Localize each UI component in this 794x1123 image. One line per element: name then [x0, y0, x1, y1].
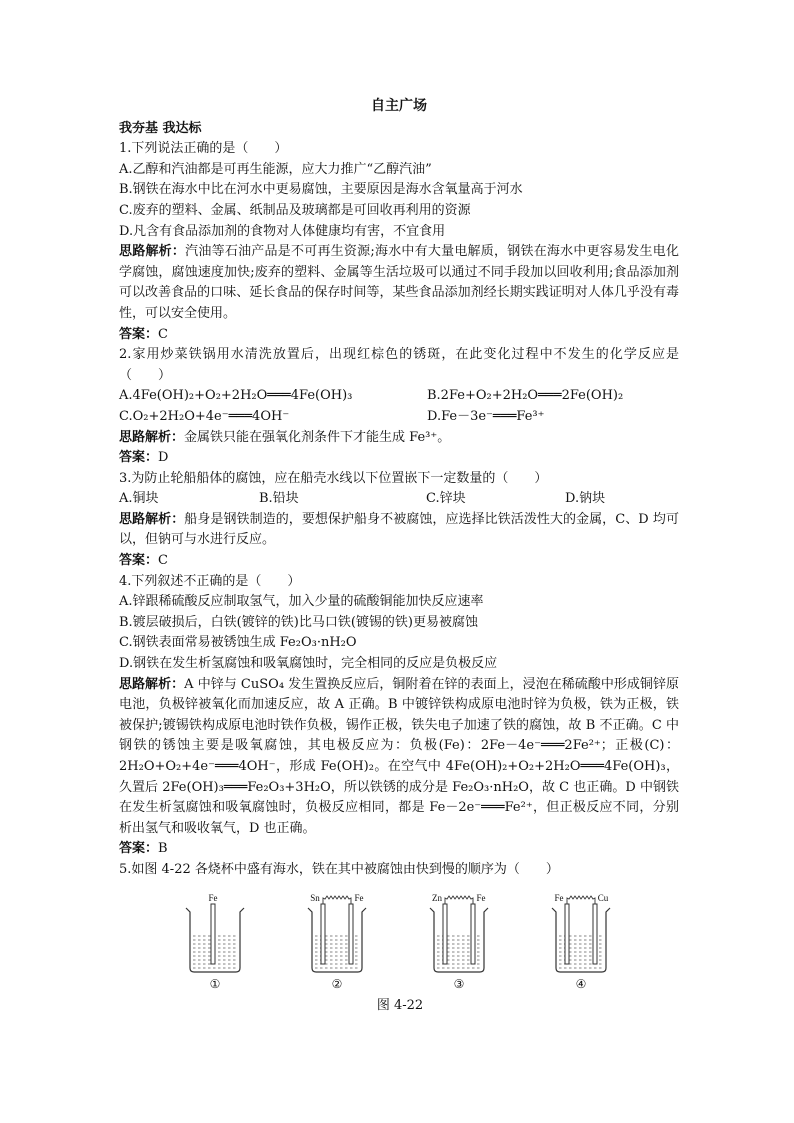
q1-answer-value: C — [158, 326, 168, 342]
q3-stem: 3.为防止轮船船体的腐蚀，应在船壳水线以下位置嵌下一定数量的（ ） — [119, 470, 548, 486]
q1-option-d: D.凡含有食品添加剂的食物对人体健康均有害，不宜食用 — [119, 223, 446, 239]
beaker-2 — [308, 893, 366, 991]
q4-answer — [119, 839, 679, 860]
connecting-wire — [567, 896, 595, 904]
electrode-fe — [211, 904, 215, 964]
q2-option-c: C.O₂+2H₂O+4e⁻═══4OH⁻ — [119, 408, 290, 424]
beaker-1 — [186, 893, 244, 991]
electrode-right-label: Fe — [476, 893, 486, 903]
question-2 — [119, 345, 679, 469]
q3-analysis-label: 思路解析： — [119, 511, 185, 527]
q2-option-a: A.4Fe(OH)₂+O₂+2H₂O═══4Fe(OH)₃ — [119, 388, 353, 404]
q2-options-row-1 — [119, 386, 679, 407]
connecting-wire — [323, 896, 351, 904]
q5-stem: 5.如图 4-22 各烧杯中盛有海水，铁在其中被腐蚀由快到慢的顺序为（ ） — [119, 861, 559, 877]
electrode-right — [471, 904, 475, 964]
q1-answer — [119, 325, 679, 346]
question-5 — [119, 860, 679, 881]
q2-analysis-text: 金属铁只能在强氧化剂条件下才能生成 Fe³⁺。 — [184, 429, 451, 445]
q2-analysis-label: 思路解析： — [119, 429, 185, 445]
electrode-left — [565, 904, 569, 964]
q4-answer-label: 答案： — [119, 841, 159, 857]
q1-option-b: B.钢铁在海水中比在河水中更易腐蚀，主要原因是海水含氧量高于河水 — [119, 182, 523, 198]
q1-analysis-label: 思路解析： — [119, 244, 186, 260]
q3-analysis-text: 船身是钢铁制造的，要想保护船身不被腐蚀，应选择比铁活泼性大的金属，C、D 均可以，但钠可与水进行反应。 — [119, 511, 679, 548]
q3-option-a: A.铜块 — [119, 491, 159, 507]
figure-caption: 图 4-22 — [376, 998, 424, 1013]
q4-option-c: C.钢铁表面常易被锈蚀生成 Fe₂O₃·nH₂O — [119, 635, 357, 651]
beaker-4 — [552, 893, 610, 991]
q4-option-a: A.锌跟稀硫酸反应制取氢气，加入少量的硫酸铜能加快反应速率 — [119, 594, 484, 610]
electrode-right-label: Cu — [597, 893, 609, 903]
q1-analysis — [119, 242, 679, 324]
question-3 — [119, 469, 679, 572]
figure-4-22 — [180, 892, 620, 1012]
beaker-3 — [430, 893, 488, 991]
electrode-left-label: Fe — [554, 893, 564, 903]
q3-answer-label: 答案： — [119, 553, 159, 569]
q1-answer-label: 答案： — [119, 326, 159, 342]
q3-answer-value: C — [158, 553, 168, 569]
q3-options-row — [119, 489, 679, 510]
connecting-wire — [445, 896, 473, 904]
q1-option-c: C.废弃的塑料、金属、纸制品及玻璃都是可回收再利用的资源 — [119, 202, 471, 218]
section-heading: 我夯基 我达标 — [119, 120, 202, 136]
electrode-left-label: Sn — [310, 893, 320, 903]
electrode-left-label: Zn — [432, 893, 442, 903]
q4-option-d: D.钢铁在发生析氢腐蚀和吸氧腐蚀时，完全相同的反应是负极反应 — [119, 656, 498, 672]
beaker-number: ④ — [575, 977, 587, 991]
question-1 — [119, 139, 679, 345]
q2-option-b: B.2Fe+O₂+2H₂O═══2Fe(OH)₂ — [427, 388, 624, 404]
electrode-label: Fe — [208, 893, 218, 903]
q3-option-d: D.钠块 — [565, 491, 606, 507]
q3-option-b: B.铅块 — [259, 491, 299, 507]
electrode-left — [321, 904, 325, 964]
q2-options-row-2 — [119, 407, 679, 428]
electrode-right — [593, 904, 597, 964]
q2-analysis — [119, 428, 679, 449]
page-title: 自主广场 — [371, 98, 427, 114]
q1-analysis-text: 汽油等石油产品是不可再生资源;海水中有大量电解质，钢铁在海水中更容易发生电化学腐蚀，腐蚀速度加快;废弃的塑料、金属等生活垃圾可以通过不同手段加以回收利用;食品添加剂可以改善食品的口味、延长食品的保存时间等，某些食品添加剂经长期实践证明对人体几乎没有毒性，可以安全使用。 — [119, 244, 679, 321]
q2-option-d: D.Fe－3e⁻═══Fe³⁺ — [427, 408, 545, 424]
q4-stem: 4.下列叙述不正确的是（ ） — [119, 573, 301, 589]
electrode-right — [349, 904, 353, 964]
beaker-number: ① — [209, 977, 221, 991]
q3-analysis — [119, 510, 679, 551]
q2-answer — [119, 448, 679, 469]
q2-answer-label: 答案： — [119, 450, 159, 466]
q2-stem: 2.家用炒菜铁锅用水清洗放置后，出现红棕色的锈斑，在此变化过程中不发生的化学反应是（ ） — [119, 347, 679, 383]
q2-answer-value: D — [158, 450, 169, 466]
q3-answer — [119, 551, 679, 572]
beakers-diagram — [180, 892, 620, 992]
electrode-left — [443, 904, 447, 964]
question-4 — [119, 572, 679, 860]
document-page — [119, 96, 679, 881]
q4-analysis — [119, 675, 679, 840]
electrode-right-label: Fe — [354, 893, 364, 903]
q4-analysis-label: 思路解析： — [119, 676, 185, 692]
q1-stem: 1.下列说法正确的是（ ） — [119, 141, 288, 157]
q4-option-b: B.镀层破损后，白铁(镀锌的铁)比马口铁(镀锡的铁)更易被腐蚀 — [119, 614, 478, 630]
q3-option-c: C.锌块 — [426, 491, 466, 507]
q4-answer-value: B — [158, 841, 168, 857]
beaker-number: ② — [331, 977, 343, 991]
q1-option-a: A.乙醇和汽油都是可再生能源，应大力推广“乙醇汽油” — [119, 161, 432, 177]
beaker-number: ③ — [453, 977, 465, 991]
q4-analysis-text: A 中锌与 CuSO₄ 发生置换反应后，铜附着在锌的表面上，浸泡在稀硫酸中形成铜锌原电池，负极锌被氧化而加速反应，故 A 正确。B 中镀锌铁构成原电池时锌为负极，铁为正极，铁被保护;镀锡铁构成原电池时铁作负极，锡作正极，铁失电子加速了铁的腐蚀，故 B 不正确。C 中钢铁的锈蚀主要是吸氧腐蚀，其电极反应为：负极(Fe)：2Fe－4e⁻═══2Fe²⁺；正极(C)：2H₂O+O₂+4e⁻═══4OH⁻，形成 Fe(OH)₂。在空气中 4Fe(OH)₂+O₂+2H₂O═══4Fe(OH)₃，久置后 2Fe(OH)₃═══Fe₂O₃+3H₂O，所以铁锈的成分是 Fe₂O₃·nH₂O，故 C 也正确。D 中钢铁在发生析氢腐蚀和吸氧腐蚀时，负极反应相同，都是 Fe－2e⁻═══Fe²⁺，但正极反应不同，分别析出氢气和吸收氧气，D 也正确。 — [119, 676, 679, 836]
